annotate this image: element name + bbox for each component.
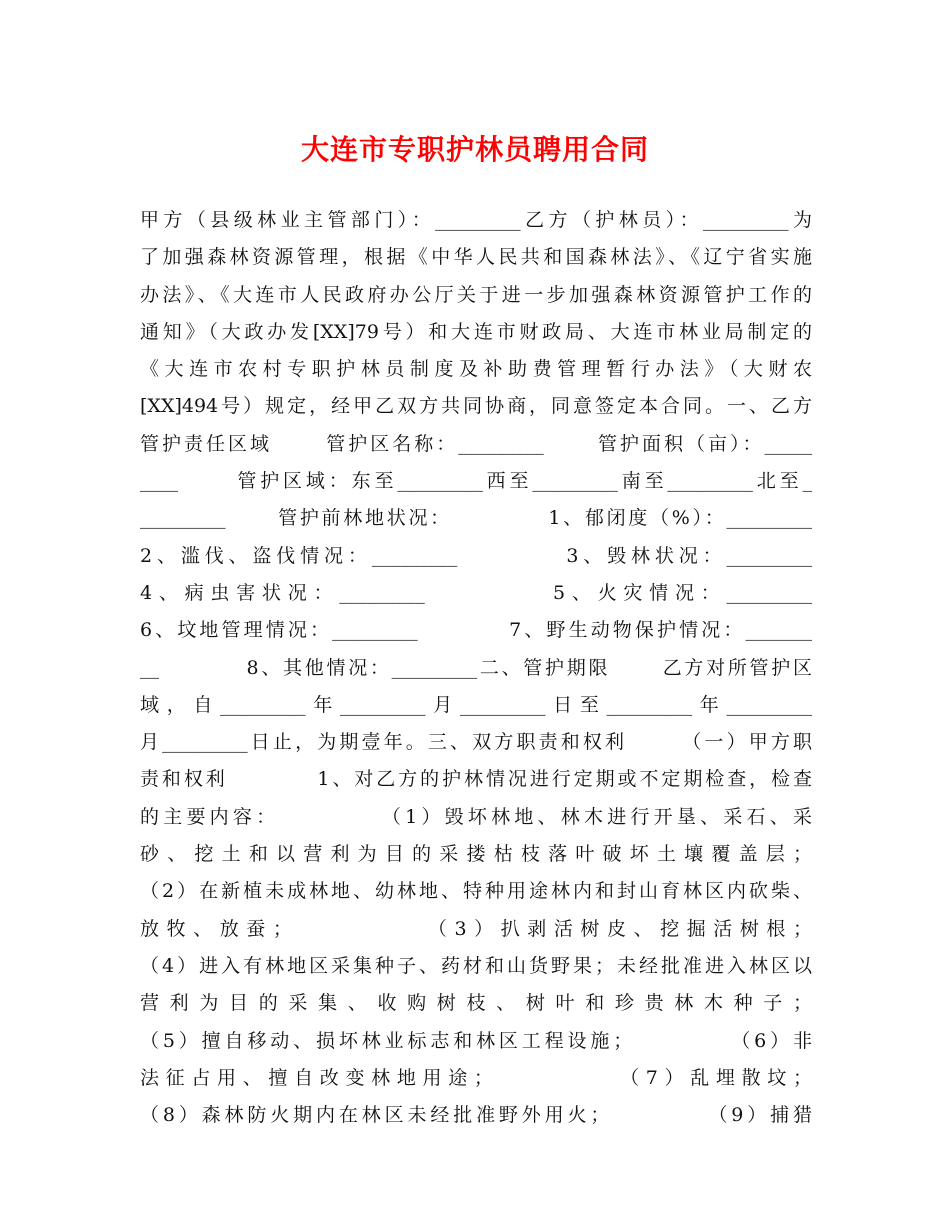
- body-line: 2、滥伐、盗伐情况：_________ 3、毁林状况：_________: [140, 544, 812, 567]
- body-line: __ 8、其他情况：_________二、管护期限 乙方对所管护区: [140, 656, 812, 679]
- body-line: （5）擅自移动、损坏林业标志和林区工程设施； （6）非: [140, 1029, 812, 1052]
- body-line: （2）在新植未成林地、幼林地、特种用途林内和封山育林区内砍柴、: [140, 880, 812, 903]
- body-line: 通知》（大政办发[XX]79号）和大连市财政局、大连市林业局制定的: [140, 320, 812, 343]
- body-line: 的主要内容： （1）毁坏林地、林木进行开垦、采石、采: [140, 805, 812, 828]
- body-line: 《大连市农村专职护林员制度及补助费管理暂行办法》（大财农: [140, 358, 812, 381]
- body-line: 了加强森林资源管理，根据《中华人民共和国森林法》、《辽宁省实施: [140, 246, 812, 269]
- body-line: 甲方（县级林业主管部门）：_________乙方（护林员）：_________为: [140, 209, 812, 231]
- body-line: 4、病虫害状况：_________ 5、火灾情况：_________: [140, 581, 812, 604]
- body-line: 责和权利 1、对乙方的护林情况进行定期或不定期检查，检查: [140, 768, 812, 791]
- body-line: （4）进入有林地区采集种子、药材和山货野果；未经批准进入林区以: [140, 954, 812, 977]
- body-line: 域，自_________年_________月_________日至_________年_________: [140, 693, 812, 716]
- body-line: （8）森林防火期内在林区未经批准野外用火； （9）捕猎: [140, 1104, 812, 1127]
- body-line: 法征占用、擅自改变林地用途； （7）乱埋散坟；: [140, 1066, 812, 1089]
- document-body: [140, 202, 812, 1134]
- body-line: ____ 管护区域：东至_________西至_________南至_________北至_: [140, 470, 812, 493]
- body-line: 办法》、《大连市人民政府办公厅关于进一步加强森林资源管护工作的: [140, 283, 812, 306]
- document-title: 大连市专职护林员聘用合同: [300, 133, 649, 166]
- body-line: _________ 管护前林地状况： 1、郁闭度（%）：_________: [140, 507, 812, 530]
- body-line: 放牧、放蚕； （3）扒剥活树皮、挖掘活树根；: [140, 917, 812, 940]
- body-line: 营利为目的采集、收购树枝、树叶和珍贵林木种子；: [140, 992, 812, 1015]
- body-line: 6、坟地管理情况：_________ 7、野生动物保护情况：_______: [140, 619, 812, 642]
- body-line: 管护责任区域 管护区名称：_________ 管护面积（亩）：_____: [140, 432, 812, 455]
- body-line: [XX]494号）规定，经甲乙双方共同协商，同意签定本合同。一、乙方: [140, 395, 812, 418]
- body-line: 月_________日止，为期壹年。三、双方职责和权利 （一）甲方职: [140, 731, 812, 754]
- body-line: 砂、挖土和以营利为目的采搂枯枝落叶破坏土壤覆盖层；: [140, 843, 812, 866]
